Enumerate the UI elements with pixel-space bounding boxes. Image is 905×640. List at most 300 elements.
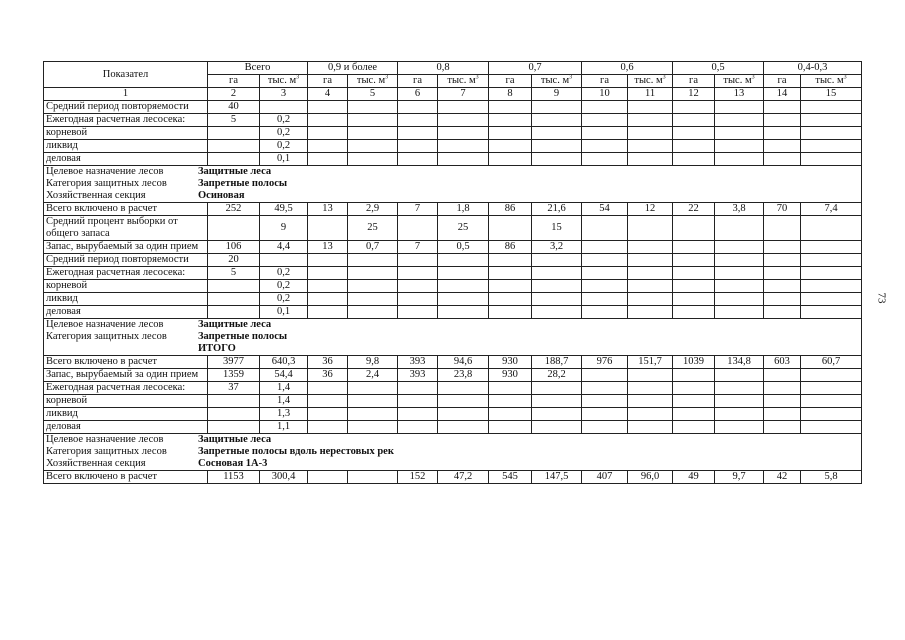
unit-volume-text: тыс. м xyxy=(267,75,297,86)
section-row xyxy=(44,434,862,447)
table-row xyxy=(44,382,862,395)
table-cell xyxy=(398,293,438,306)
column-number: 14 xyxy=(764,88,801,101)
table-cell: 3,2 xyxy=(532,241,582,254)
table-cell xyxy=(532,306,582,319)
row-label: Запас, вырубаемый за один прием xyxy=(44,241,208,254)
unit-exponent: 3 xyxy=(385,74,389,81)
table-cell: 23,8 xyxy=(438,369,489,382)
table-cell xyxy=(489,216,532,241)
row-label: ликвид xyxy=(44,140,208,153)
table-cell xyxy=(489,408,532,421)
row-label: деловая xyxy=(44,306,208,319)
table-cell xyxy=(308,293,348,306)
forest-calc-table xyxy=(43,61,862,484)
table-cell xyxy=(715,114,764,127)
table-cell xyxy=(582,127,628,140)
table-cell xyxy=(532,280,582,293)
table-cell xyxy=(348,395,398,408)
table-cell xyxy=(438,293,489,306)
table-cell xyxy=(764,101,801,114)
table-cell xyxy=(398,306,438,319)
table-cell: 54,4 xyxy=(260,369,308,382)
table-cell: 9 xyxy=(260,216,308,241)
column-number: 7 xyxy=(438,88,489,101)
table-cell xyxy=(532,421,582,434)
table-cell xyxy=(673,421,715,434)
table-cell: 300,4 xyxy=(260,471,308,484)
table-cell xyxy=(801,280,862,293)
table-row xyxy=(44,293,862,306)
table-cell xyxy=(582,241,628,254)
column-number: 11 xyxy=(628,88,673,101)
unit-volume xyxy=(348,75,398,88)
table-cell xyxy=(398,382,438,395)
table-cell xyxy=(348,421,398,434)
column-number: 13 xyxy=(715,88,764,101)
table-cell: 42 xyxy=(764,471,801,484)
table-cell xyxy=(628,306,673,319)
table-cell xyxy=(489,293,532,306)
table-cell xyxy=(308,471,348,484)
table-cell: 5,8 xyxy=(801,471,862,484)
table-cell: 1,8 xyxy=(438,203,489,216)
table-cell xyxy=(673,254,715,267)
table-cell: 1039 xyxy=(673,356,715,369)
table-cell: 0,2 xyxy=(260,127,308,140)
table-cell xyxy=(764,140,801,153)
table-cell xyxy=(582,408,628,421)
column-number: 8 xyxy=(489,88,532,101)
row-label: деловая xyxy=(44,421,208,434)
table-cell xyxy=(715,216,764,241)
table-cell xyxy=(582,293,628,306)
unit-ha: га xyxy=(489,75,532,88)
table-cell: 70 xyxy=(764,203,801,216)
table-cell: 94,6 xyxy=(438,356,489,369)
table-cell xyxy=(673,127,715,140)
table-cell xyxy=(208,280,260,293)
table-cell xyxy=(208,408,260,421)
table-cell xyxy=(398,140,438,153)
table-cell xyxy=(398,254,438,267)
unit-exponent: 3 xyxy=(662,74,666,81)
table-cell xyxy=(764,421,801,434)
table-cell xyxy=(438,140,489,153)
table-cell xyxy=(715,280,764,293)
table-cell: 13 xyxy=(308,203,348,216)
page-number: 73 xyxy=(875,292,888,304)
header-row-groups xyxy=(44,62,862,75)
section-value: Запретные полосы вдоль нерестовых рек xyxy=(198,446,394,457)
table-cell xyxy=(260,101,308,114)
column-number: 15 xyxy=(801,88,862,101)
table-cell xyxy=(582,267,628,280)
unit-volume-text: тыс. м xyxy=(447,75,476,86)
table-cell: 5 xyxy=(208,114,260,127)
section-header xyxy=(44,343,862,356)
table-cell xyxy=(308,382,348,395)
unit-volume-text: тыс. м xyxy=(540,75,570,86)
table-cell xyxy=(801,140,862,153)
table-cell: 0,7 xyxy=(348,241,398,254)
table-cell xyxy=(673,395,715,408)
table-row xyxy=(44,153,862,166)
table-cell xyxy=(582,140,628,153)
table-cell: 603 xyxy=(764,356,801,369)
table-cell xyxy=(348,114,398,127)
column-number: 4 xyxy=(308,88,348,101)
row-label: Всего включено в расчет xyxy=(44,471,208,484)
table-cell xyxy=(628,267,673,280)
table-cell: 7,4 xyxy=(801,203,862,216)
section-label: Хозяйственная секция xyxy=(46,190,146,201)
table-cell xyxy=(628,114,673,127)
table-cell: 0,2 xyxy=(260,114,308,127)
section-value: Осиновая xyxy=(198,190,245,201)
table-cell: 930 xyxy=(489,369,532,382)
table-cell xyxy=(308,306,348,319)
table-cell: 49 xyxy=(673,471,715,484)
table-cell xyxy=(348,408,398,421)
table-cell: 25 xyxy=(438,216,489,241)
section-header xyxy=(44,458,862,471)
table-cell: 7 xyxy=(398,241,438,254)
table-cell xyxy=(308,127,348,140)
table-cell xyxy=(715,421,764,434)
table-cell xyxy=(438,280,489,293)
table-cell: 1153 xyxy=(208,471,260,484)
table-cell xyxy=(208,127,260,140)
table-cell xyxy=(308,153,348,166)
unit-ha: га xyxy=(673,75,715,88)
table-cell xyxy=(208,421,260,434)
table-cell xyxy=(801,408,862,421)
table-cell xyxy=(764,153,801,166)
table-cell: 86 xyxy=(489,203,532,216)
table-cell xyxy=(582,421,628,434)
table-cell xyxy=(532,267,582,280)
table-cell xyxy=(628,421,673,434)
table-row xyxy=(44,267,862,280)
table-cell xyxy=(348,293,398,306)
table-cell: 0,2 xyxy=(260,280,308,293)
table-cell xyxy=(628,369,673,382)
section-value: Запретные полосы xyxy=(198,178,288,189)
unit-volume-text: тыс. м xyxy=(723,75,752,86)
table-cell: 9,8 xyxy=(348,356,398,369)
table-cell xyxy=(308,254,348,267)
section-value: Запретные полосы xyxy=(198,331,288,342)
section-header xyxy=(44,446,862,458)
table-row xyxy=(44,254,862,267)
row-label: ликвид xyxy=(44,408,208,421)
table-cell xyxy=(673,241,715,254)
table-cell xyxy=(764,267,801,280)
table-cell xyxy=(764,216,801,241)
table-cell xyxy=(532,395,582,408)
section-label: Целевое назначение лесов xyxy=(46,319,164,330)
table-cell xyxy=(438,382,489,395)
table-cell: 54 xyxy=(582,203,628,216)
table-cell: 9,7 xyxy=(715,471,764,484)
table-cell xyxy=(208,306,260,319)
table-cell xyxy=(715,395,764,408)
table-cell: 0,1 xyxy=(260,153,308,166)
table-cell xyxy=(715,101,764,114)
table-cell: 36 xyxy=(308,356,348,369)
table-cell xyxy=(628,280,673,293)
table-cell: 151,7 xyxy=(628,356,673,369)
table-cell xyxy=(801,241,862,254)
group-header: 0,6 xyxy=(582,62,673,75)
table-cell xyxy=(673,101,715,114)
section-header xyxy=(44,178,862,190)
table-cell: 147,5 xyxy=(532,471,582,484)
table-cell: 1,3 xyxy=(260,408,308,421)
table-cell xyxy=(582,216,628,241)
table-cell xyxy=(673,293,715,306)
table-cell xyxy=(308,140,348,153)
table-cell: 13 xyxy=(308,241,348,254)
table-row xyxy=(44,241,862,254)
table-row xyxy=(44,114,862,127)
section-row xyxy=(44,166,862,179)
table-cell: 25 xyxy=(348,216,398,241)
row-label: Средний процент выборки от общего запаса xyxy=(44,216,208,241)
row-label: корневой xyxy=(44,127,208,140)
table-cell xyxy=(398,421,438,434)
table-cell: 49,5 xyxy=(260,203,308,216)
table-row xyxy=(44,408,862,421)
table-cell: 976 xyxy=(582,356,628,369)
table-cell xyxy=(673,280,715,293)
table-row xyxy=(44,369,862,382)
table-cell xyxy=(582,395,628,408)
unit-volume-text: тыс. м xyxy=(356,75,386,86)
section-row xyxy=(44,446,862,458)
unit-ha: га xyxy=(764,75,801,88)
table-cell xyxy=(715,369,764,382)
table-cell xyxy=(715,153,764,166)
table-cell xyxy=(764,395,801,408)
table-cell xyxy=(801,267,862,280)
table-cell xyxy=(715,140,764,153)
table-cell xyxy=(801,127,862,140)
table-cell xyxy=(438,254,489,267)
table-cell xyxy=(308,101,348,114)
table-cell: 20 xyxy=(208,254,260,267)
table-cell xyxy=(764,369,801,382)
table-cell: 1,1 xyxy=(260,421,308,434)
section-value: Защитные леса xyxy=(198,319,272,330)
column-number: 1 xyxy=(44,88,208,101)
table-cell xyxy=(532,101,582,114)
table-cell xyxy=(348,267,398,280)
table-cell xyxy=(398,408,438,421)
table-cell xyxy=(308,408,348,421)
table-cell xyxy=(532,127,582,140)
table-cell xyxy=(348,280,398,293)
table-cell xyxy=(801,306,862,319)
table-row xyxy=(44,203,862,216)
unit-volume xyxy=(260,75,308,88)
table-cell xyxy=(532,153,582,166)
table-row xyxy=(44,471,862,484)
row-label: корневой xyxy=(44,395,208,408)
section-row xyxy=(44,331,862,343)
column-number: 5 xyxy=(348,88,398,101)
section-value: Сосновая 1А-3 xyxy=(198,458,268,469)
unit-exponent: 3 xyxy=(751,74,755,81)
table-cell: 2,9 xyxy=(348,203,398,216)
table-cell xyxy=(628,293,673,306)
table-cell: 252 xyxy=(208,203,260,216)
table-cell xyxy=(398,153,438,166)
unit-ha: га xyxy=(582,75,628,88)
table-cell xyxy=(673,267,715,280)
table-cell xyxy=(348,153,398,166)
table-row xyxy=(44,306,862,319)
table-cell: 393 xyxy=(398,369,438,382)
table-cell: 21,6 xyxy=(532,203,582,216)
table-cell: 12 xyxy=(628,203,673,216)
table-cell xyxy=(438,127,489,140)
table-cell xyxy=(673,216,715,241)
table-cell xyxy=(801,293,862,306)
table-cell: 4,4 xyxy=(260,241,308,254)
table-cell xyxy=(801,395,862,408)
unit-volume-text: тыс. м xyxy=(634,75,663,86)
table-cell xyxy=(308,267,348,280)
table-cell xyxy=(715,267,764,280)
table-cell xyxy=(582,254,628,267)
table-cell xyxy=(715,127,764,140)
table-cell: 15 xyxy=(532,216,582,241)
table-cell xyxy=(764,382,801,395)
unit-volume xyxy=(715,75,764,88)
table-cell: 3,8 xyxy=(715,203,764,216)
section-label xyxy=(46,343,198,355)
table-cell xyxy=(673,140,715,153)
unit-ha: га xyxy=(308,75,348,88)
table-cell xyxy=(801,369,862,382)
table-cell xyxy=(489,114,532,127)
table-cell xyxy=(673,408,715,421)
table-cell: 22 xyxy=(673,203,715,216)
table-cell: 188,7 xyxy=(532,356,582,369)
table-cell xyxy=(582,114,628,127)
table-cell xyxy=(308,216,348,241)
table-cell xyxy=(532,114,582,127)
table-cell xyxy=(438,153,489,166)
table-row xyxy=(44,127,862,140)
table-cell xyxy=(715,306,764,319)
table-cell xyxy=(348,306,398,319)
table-cell xyxy=(673,382,715,395)
section-row xyxy=(44,458,862,471)
column-number: 3 xyxy=(260,88,308,101)
table-cell xyxy=(801,254,862,267)
table-cell xyxy=(398,127,438,140)
section-row xyxy=(44,190,862,203)
table-cell xyxy=(715,408,764,421)
table-cell xyxy=(489,280,532,293)
table-cell: 1359 xyxy=(208,369,260,382)
table-cell xyxy=(348,127,398,140)
table-cell xyxy=(801,216,862,241)
table-cell xyxy=(764,280,801,293)
section-header xyxy=(44,331,862,343)
table-cell xyxy=(532,382,582,395)
table-cell xyxy=(801,153,862,166)
table-cell xyxy=(715,241,764,254)
column-number: 6 xyxy=(398,88,438,101)
row-label: ликвид xyxy=(44,293,208,306)
section-row xyxy=(44,319,862,332)
table-cell xyxy=(801,421,862,434)
table-cell: 0,2 xyxy=(260,267,308,280)
table-cell xyxy=(764,293,801,306)
unit-volume xyxy=(628,75,673,88)
table-cell: 28,2 xyxy=(532,369,582,382)
table-cell: 60,7 xyxy=(801,356,862,369)
table-row xyxy=(44,421,862,434)
table-cell xyxy=(489,421,532,434)
table-cell: 0,5 xyxy=(438,241,489,254)
table-cell: 0,2 xyxy=(260,140,308,153)
group-header: Всего xyxy=(208,62,308,75)
column-number: 12 xyxy=(673,88,715,101)
table-cell xyxy=(489,306,532,319)
table-cell xyxy=(801,382,862,395)
table-cell xyxy=(208,293,260,306)
section-row xyxy=(44,343,862,356)
unit-exponent: 3 xyxy=(569,74,573,81)
table-cell xyxy=(208,395,260,408)
table-cell xyxy=(398,267,438,280)
table-cell: 407 xyxy=(582,471,628,484)
row-label: Всего включено в расчет xyxy=(44,203,208,216)
table-cell: 106 xyxy=(208,241,260,254)
column-number: 2 xyxy=(208,88,260,101)
unit-exponent: 3 xyxy=(843,74,847,81)
table-cell xyxy=(208,153,260,166)
table-cell xyxy=(489,254,532,267)
table-cell xyxy=(582,280,628,293)
table-cell xyxy=(208,216,260,241)
row-label: корневой xyxy=(44,280,208,293)
table-cell xyxy=(764,306,801,319)
table-cell: 5 xyxy=(208,267,260,280)
table-cell xyxy=(438,101,489,114)
group-header: 0,7 xyxy=(489,62,582,75)
unit-exponent: 3 xyxy=(296,74,300,81)
row-label: Запас, вырубаемый за один прием xyxy=(44,369,208,382)
table-cell xyxy=(489,267,532,280)
table-cell xyxy=(628,127,673,140)
table-cell xyxy=(582,382,628,395)
indicator-header: Показател xyxy=(44,62,208,88)
table-cell xyxy=(673,114,715,127)
table-cell xyxy=(489,395,532,408)
table-cell xyxy=(208,140,260,153)
table-cell: 37 xyxy=(208,382,260,395)
group-header: 0,9 и более xyxy=(308,62,398,75)
unit-exponent: 3 xyxy=(475,74,479,81)
header-row-numbers xyxy=(44,88,862,101)
table-cell: 930 xyxy=(489,356,532,369)
